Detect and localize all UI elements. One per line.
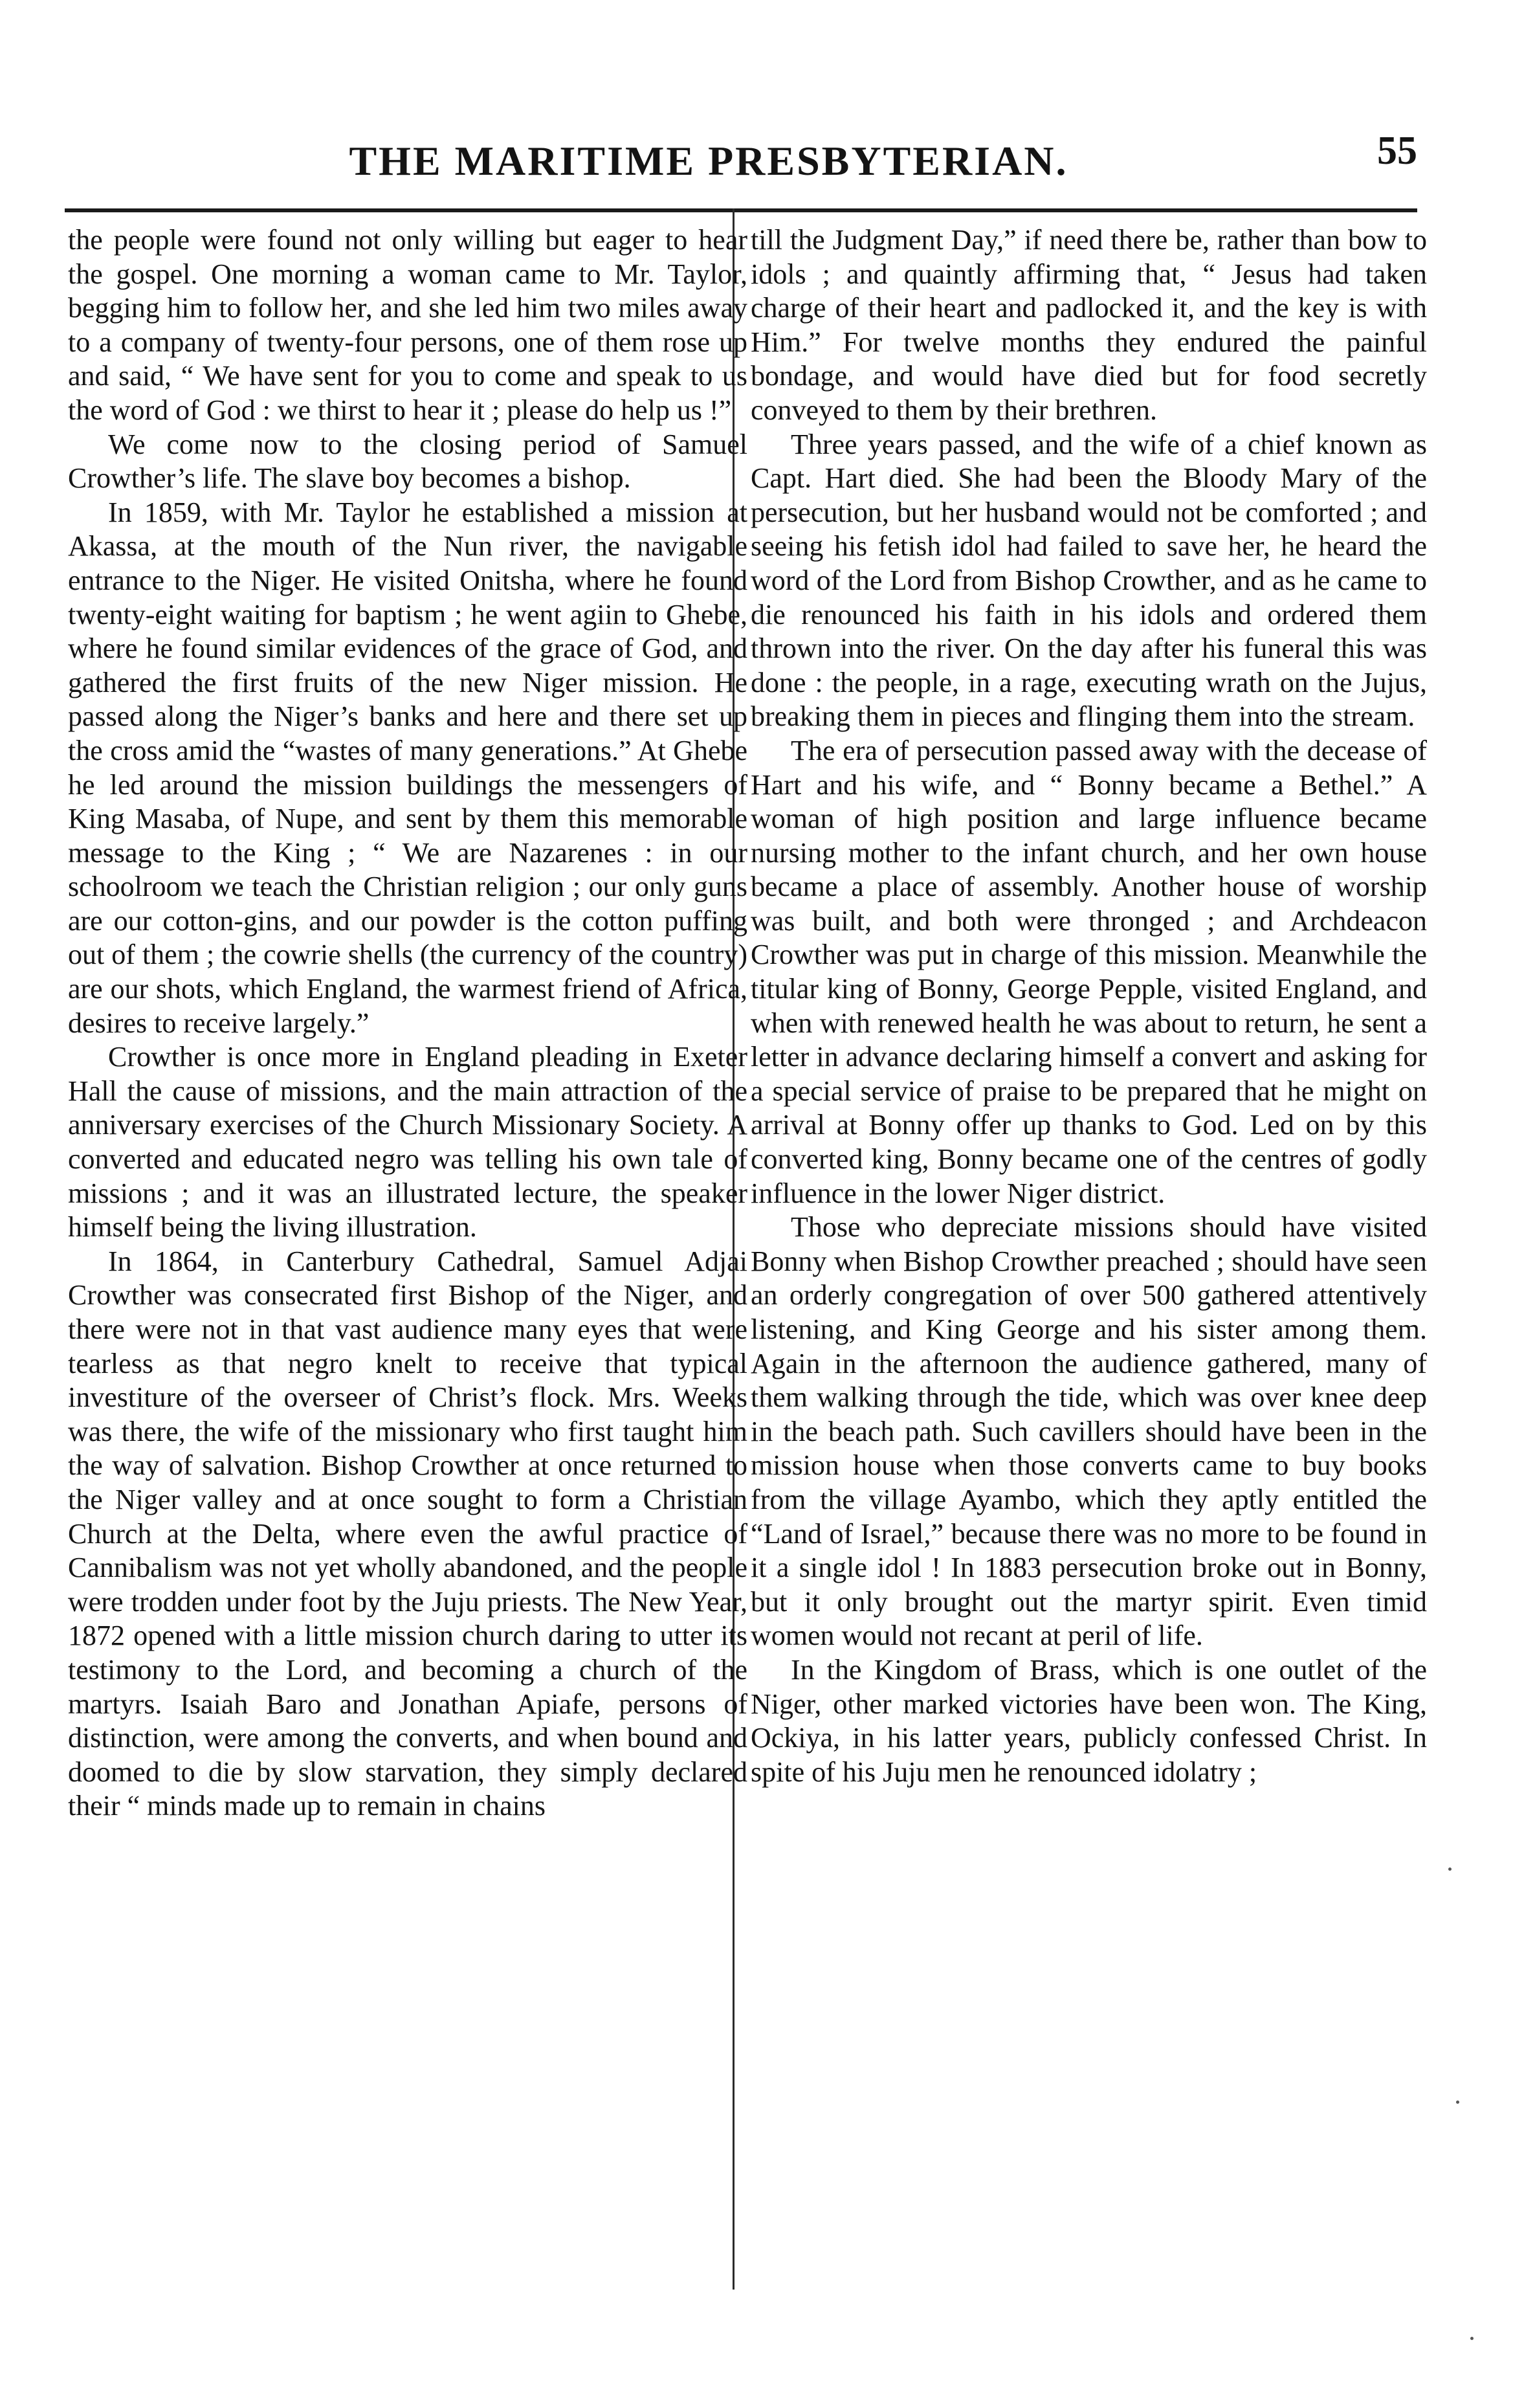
- header-rule: [65, 208, 1417, 212]
- paragraph: Those who depreciate missions should have visited Bonny when Bishop Crowther preached ; should have seen an orderly congregation of over 500 gathered attentively listening, and King George and his sister among them. Again in the afternoon the audience gathered, many of them walking through the tide, which was over knee deep in the beach path. Such cavillers should have been in the mission house when those converts came to buy books from the village Ayambo, which they aptly entitled the “Land of Israel,” because there was no more to be found in it a single idol ! In 1883 persecution broke out in Bonny, but it only brought out the martyr spirit. Even timid women would not recant at peril of life.: [751, 1211, 1427, 1652]
- print-speck: [1448, 1867, 1452, 1871]
- paragraph: In the Kingdom of Brass, which is one outlet of the Niger, other marked victories have been won. The King, Ockiya, in his latter years, publicly confessed Christ. In spite of his Juju men he renounced idolatry ;: [751, 1653, 1427, 1788]
- paragraph: Crowther is once more in England pleading in Exeter Hall the cause of missions, and the main attraction of the anniversary exercises of the Church Missionary Society. A converted and educated negro was telling his own tale of missions ; and it was an illustrated lecture, the speaker himself being the living illustration.: [68, 1041, 747, 1243]
- running-title: THE MARITIME PRESBYTERIAN.: [349, 138, 1068, 184]
- left-column: [68, 223, 747, 1823]
- paragraph: till the Judgment Day,” if need there be, rather than bow to idols ; and quaintly affirming that, “ Jesus had taken charge of their heart and padlocked it, and the key is with Him.” For twelve months they endured the painful bondage, and would have died but for food secretly conveyed to them by their brethren.: [751, 224, 1427, 426]
- page-header: [65, 123, 1417, 194]
- paragraph: In 1864, in Canterbury Cathedral, Samuel Adjai Crowther was consecrated first Bishop of the Niger, and there were not in that vast audience many eyes that were tearless as that negro knelt to receive that typical investiture of the overseer of Christ’s flock. Mrs. Weeks was there, the wife of the missionary who first taught him the way of salvation. Bishop Crowther at once returned to the Niger valley and at once sought to form a Christian Church at the Delta, where even the awful practice of Cannibalism was not yet wholly abandoned, and the people were trodden under foot by the Juju priests. The New Year, 1872 opened with a little mission church daring to utter its testimony to the Lord, and becoming a church of the martyrs. Isaiah Baro and Jonathan Apiafe, persons of distinction, were among the converts, and when bound and doomed to die by slow starvation, they simply declared their “ minds made up to remain in chains: [68, 1245, 747, 1822]
- paragraph: The era of persecution passed away with the decease of Hart and his wife, and “ Bonny became a Bethel.” A woman of high position and large influence became nursing mother to the infant church, and her own house became a place of assembly. Another house of worship was built, and both were thronged ; and Archdeacon Crowther was put in charge of this mission. Meanwhile the titular king of Bonny, George Pepple, visited England, and when with renewed health he was about to return, he sent a letter in advance declaring himself a convert and asking for a special service of praise to be prepared that he might on arrival at Bonny offer up thanks to God. Led on by this converted king, Bonny became one of the centres of godly influence in the lower Niger district.: [751, 734, 1427, 1209]
- print-speck: [1470, 2337, 1474, 2340]
- paragraph: Three years passed, and the wife of a chief known as Capt. Hart died. She had been the Bloody Mary of the persecution, but her husband would not be comforted ; and seeing his fetish idol had failed to save her, he heard the word of the Lord from Bishop Crowther, and as he came to die renounced his faith in his idols and ordered them thrown into the river. On the day after his funeral this was done : the people, in a rage, executing wrath on the Jujus, breaking them in pieces and flinging them into the stream.: [751, 428, 1427, 733]
- paragraph: We come now to the closing period of Samuel Crowther’s life. The slave boy becomes a bishop.: [68, 428, 747, 495]
- page-number: 55: [1377, 129, 1417, 173]
- right-column: [751, 223, 1427, 1789]
- print-speck: [1456, 2101, 1459, 2104]
- paragraph: In 1859, with Mr. Taylor he established a mission at Akassa, at the mouth of the Nun river, the navigable entrance to the Niger. He visited Onitsha, where he found twenty-eight waiting for baptism ; he went agiin to Ghebe, where he found similar evidences of the grace of God, and gathered the first fruits of the new Niger mission. He passed along the Niger’s banks and here and there set up the cross amid the “wastes of many generations.” At Ghebe he led around the mission buildings the messengers of King Masaba, of Nupe, and sent by them this memorable message to the King ; “ We are Nazarenes : in our schoolroom we teach the Christian religion ; our only guns are our cotton-gins, and our powder is the cotton puffing out of them ; the cowrie shells (the currency of the country) are our shots, which England, the warmest friend of Africa, desires to receive largely.”: [68, 496, 747, 1039]
- paragraph: the people were found not only willing but eager to hear the gospel. One morning a woman came to Mr. Taylor, begging him to follow her, and she led him two miles away to a company of twenty-four persons, one of them rose up and said, “ We have sent for you to come and speak to us the word of God : we thirst to hear it ; please do help us !”: [68, 224, 747, 426]
